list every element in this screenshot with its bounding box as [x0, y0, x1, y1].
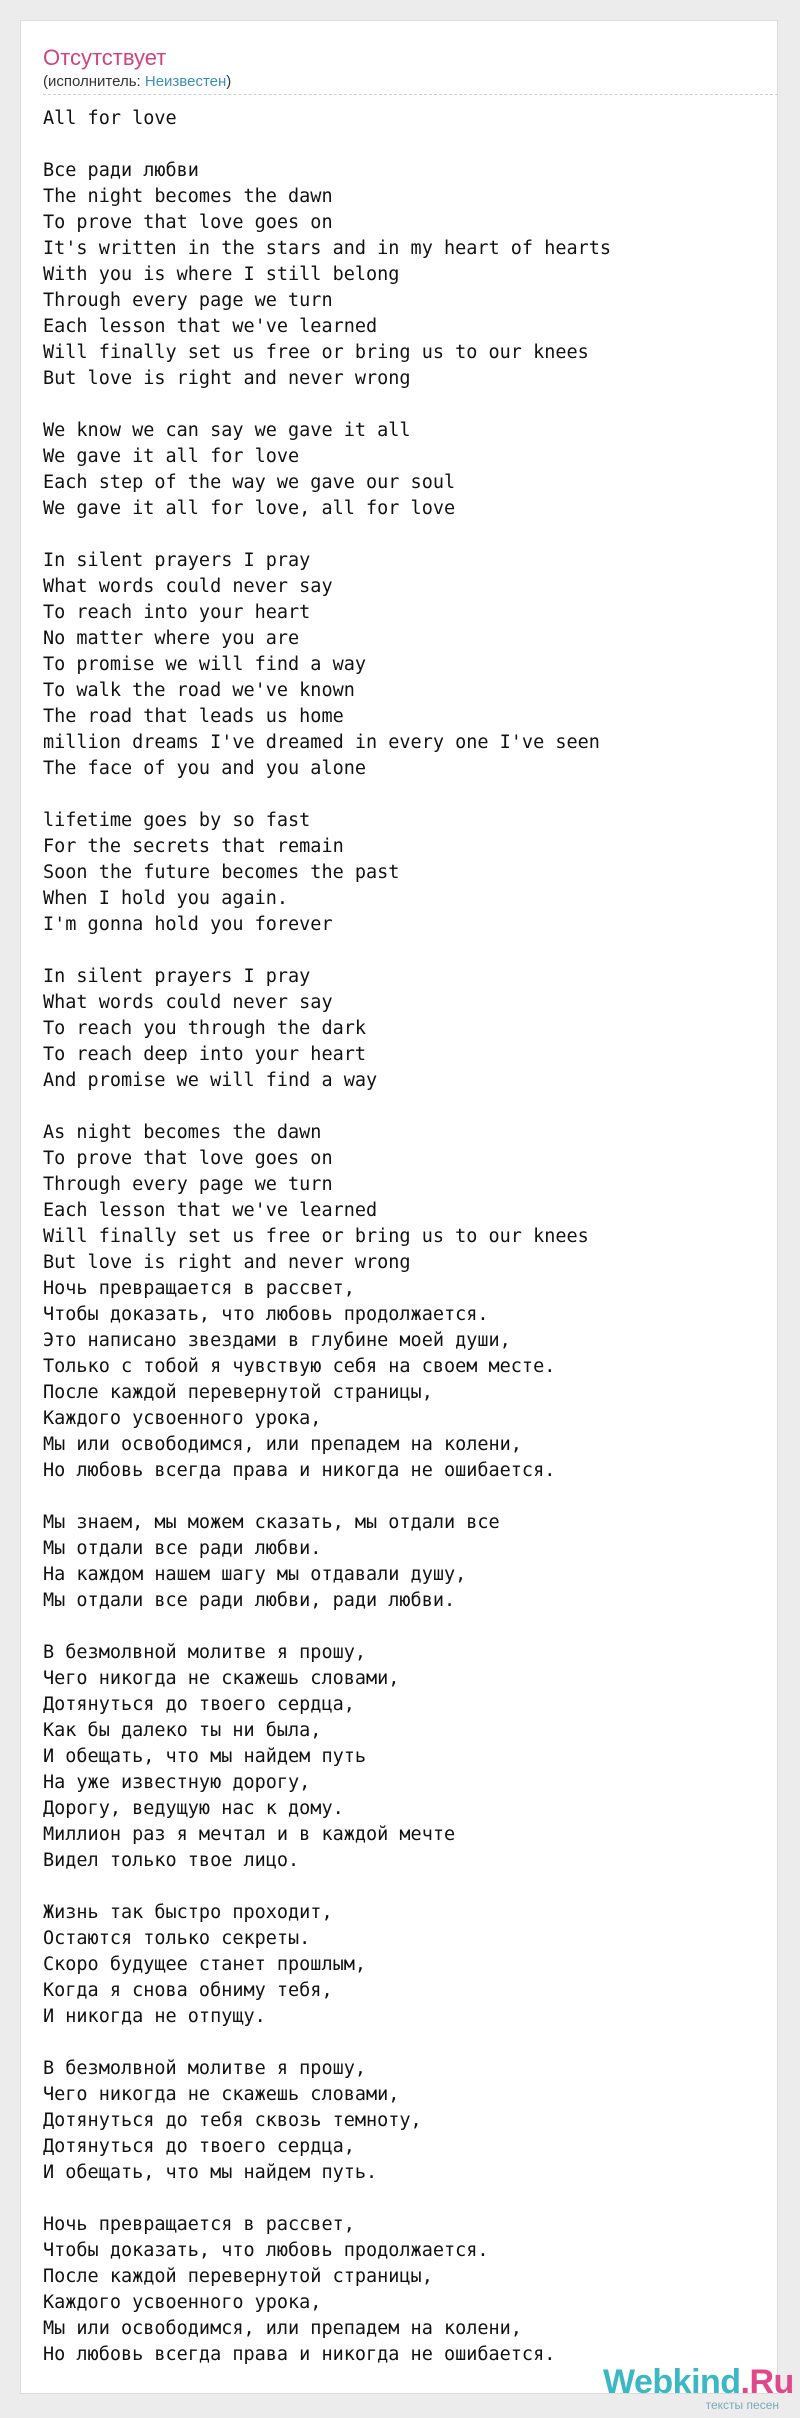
artist-prefix: (исполнитель: — [43, 73, 145, 90]
logo-domain: .Ru — [740, 2363, 794, 2401]
logo-word: Webkind — [603, 2363, 741, 2401]
title-divider — [43, 94, 778, 95]
artist-link[interactable]: Неизвестен — [144, 73, 227, 90]
site-logo[interactable] — [603, 2362, 793, 2416]
lyrics-text: All for love Все ради любви The night becomes the dawn To prove that love goes on It's written in the stars and in my heart of hearts With you is where I still belong Through every page we turn Each lesson that we've learned Will finally set us free or bring us to our knees But love is right and never wrong We know we can say we gave it all We gave it all for love Each step of the way we gave our soul We gave it all for love, all for love In silent prayers I pray What words could never say To reach into your heart No matter where you are To promise we will find a way To walk the road we've known The road that leads us home million dreams I've dreamed in every one I've seen The face of you and you alone lifetime goes by so fast For the secrets that remain Soon the future becomes the past When I hold you again. I'm gonna hold you forever In silent prayers I pray What words could never say To reach you through the dark To reach deep into your heart And promise we will find a way As night becomes the dawn To prove that love goes on Through every page we turn Each lesson that we've learned Will finally set us free or bring us to our knees But love is right and never wrong Ночь превращается в рассвет, Чтобы доказать, что любовь продолжается. Это написано звездами в глубине моей души, Только с тобой я чувствую себя на своем месте. После каждой перевернутой страницы, Каждого усвоенного урока, Мы или освободимся, или препадем на колени, Но любовь всегда права и никогда не ошибается. Мы знаем, мы можем сказать, мы отдали все Мы отдали все ради любви. На каждом нашем шагу мы отдавали душу, Мы отдали все ради любви, ради любви. В безмолвной молитве я прошу, Чего никогда не скажешь словами, Дотянуться до твоего сердца, Как бы далеко ты ни была, И обещать, что мы найдем путь На уже известную дорогу, Дорогу, ведущую нас к дому. Миллион раз я мечтал и в каждой мечте Видел только твое лицо. Жизнь так быстро проходит, Остаются только секреты. Скоро будущее станет прошлым, Когда я снова обниму тебя, И никогда не отпущу. В безмолвной молитве я прошу, Чего никогда не скажешь словами, Дотянуться до тебя сквозь темноту, Дотянуться до твоего сердца, И обещать, что мы найдем путь. Ночь превращается в рассвет, Чтобы доказать, что любовь продолжается. После каждой перевернутой страницы, Каждого усвоенного урока, Мы или освободимся, или препадем на колени, Но любовь всегда права и никогда не ошибается. — [43, 108, 612, 2365]
logo-tagline: тексты песен — [705, 2398, 779, 2412]
artist-suffix: ) — [226, 73, 232, 90]
logo-wordmark — [603, 2362, 794, 2402]
song-title: Отсутствует — [43, 45, 167, 70]
lyrics-card — [20, 20, 794, 2412]
artist-line — [43, 72, 231, 92]
